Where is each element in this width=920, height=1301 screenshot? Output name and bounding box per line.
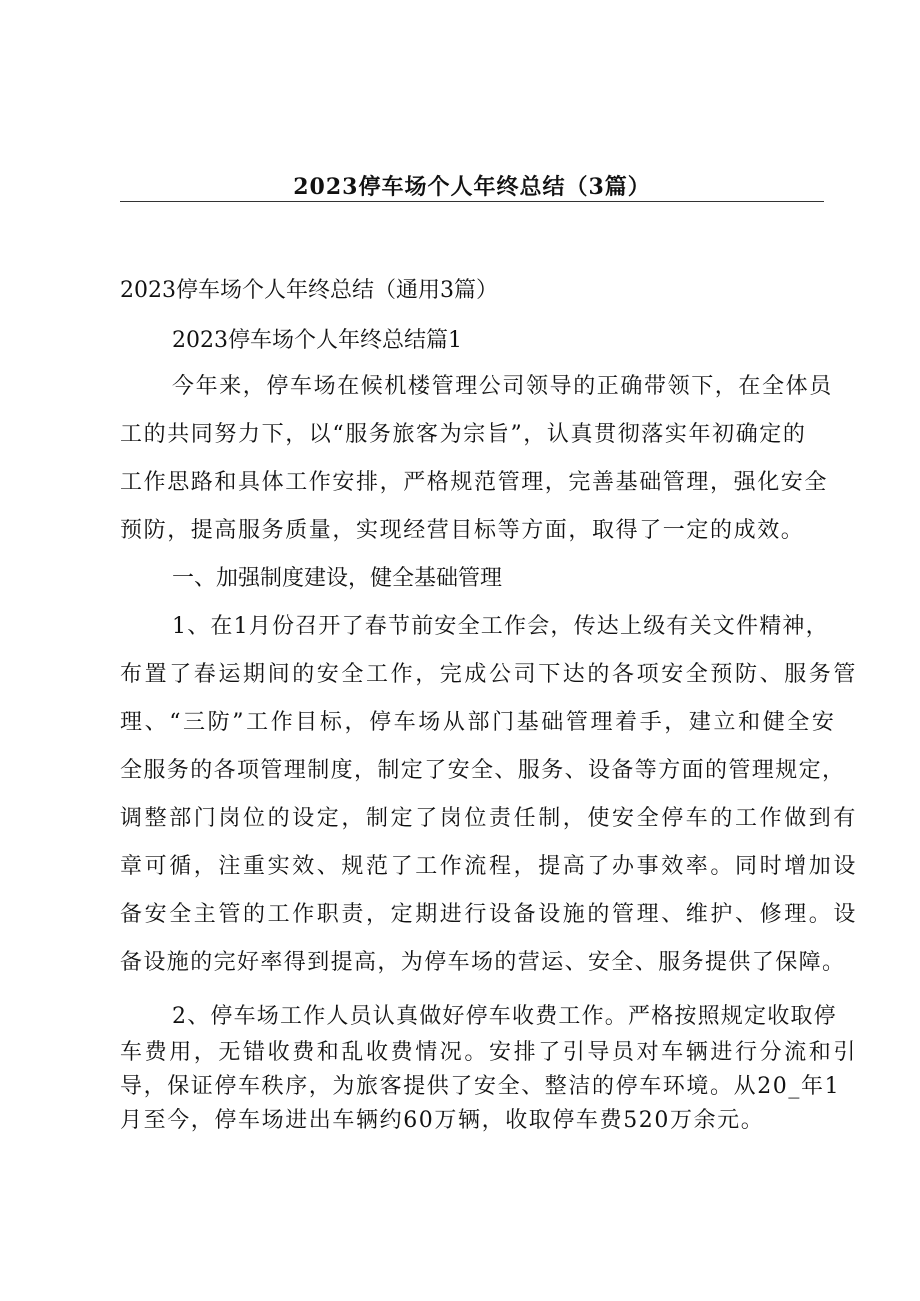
paragraph-line: 备设施的完好率得到提高，为停车场的营运、安全、服务提供了保障。	[120, 950, 846, 975]
paragraph-line: 布置了春运期间的安全工作，完成公司下达的各项安全预防、服务管	[120, 662, 859, 687]
paragraph-line: 理、“三防”工作目标，停车场从部门基础管理着手，建立和健全安	[120, 710, 837, 735]
paragraph-line: 2、停车场工作人员认真做好停车收费工作。严格按照规定收取停	[172, 1004, 837, 1029]
paragraph-line: 1、在1月份召开了春节前安全工作会，传达上级有关文件精神，	[172, 614, 829, 639]
paragraph-line: 章可循，注重实效、规范了工作流程，提高了办事效率。同时增加设	[120, 854, 859, 879]
paragraph-line: 月至今，停车场进出车辆约60万辆，收取停车费520万余元。	[120, 1108, 765, 1133]
document-title: 2023停车场个人年终总结（3篇）	[293, 174, 651, 200]
paragraph-line: 调整部门岗位的设定，制定了岗位责任制，使安全停车的工作做到有	[120, 806, 859, 831]
paragraph-line: 工的共同努力下，以“服务旅客为宗旨”，认真贯彻落实年初确定的	[120, 422, 807, 447]
title-divider	[120, 201, 824, 202]
paragraph-line: 今年来，停车场在候机楼管理公司领导的正确带领下，在全体员	[172, 374, 833, 399]
document-subtitle: 2023停车场个人年终总结（通用3篇）	[120, 278, 498, 303]
paragraph-line: 预防，提高服务质量，实现经营目标等方面，取得了一定的成效。	[120, 518, 805, 543]
paragraph-line: 工作思路和具体工作安排，严格规范管理，完善基础管理，强化安全	[120, 470, 829, 495]
paragraph-line: 全服务的各项管理制度，制定了安全、服务、设备等方面的管理规定，	[120, 758, 846, 783]
paragraph-line: 车费用，无错收费和乱收费情况。安排了引导员对车辆进行分流和引	[120, 1040, 859, 1065]
paragraph-line: 备安全主管的工作职责，定期进行设备设施的管理、维护、修理。设	[120, 902, 859, 927]
paragraph-line: 导，保证停车秩序，为旅客提供了安全、整洁的停车环境。从20_年1	[120, 1074, 841, 1099]
section-subheading: 一、加强制度建设，健全基础管理	[172, 566, 503, 591]
section-heading: 2023停车场个人年终总结篇1	[172, 328, 462, 353]
